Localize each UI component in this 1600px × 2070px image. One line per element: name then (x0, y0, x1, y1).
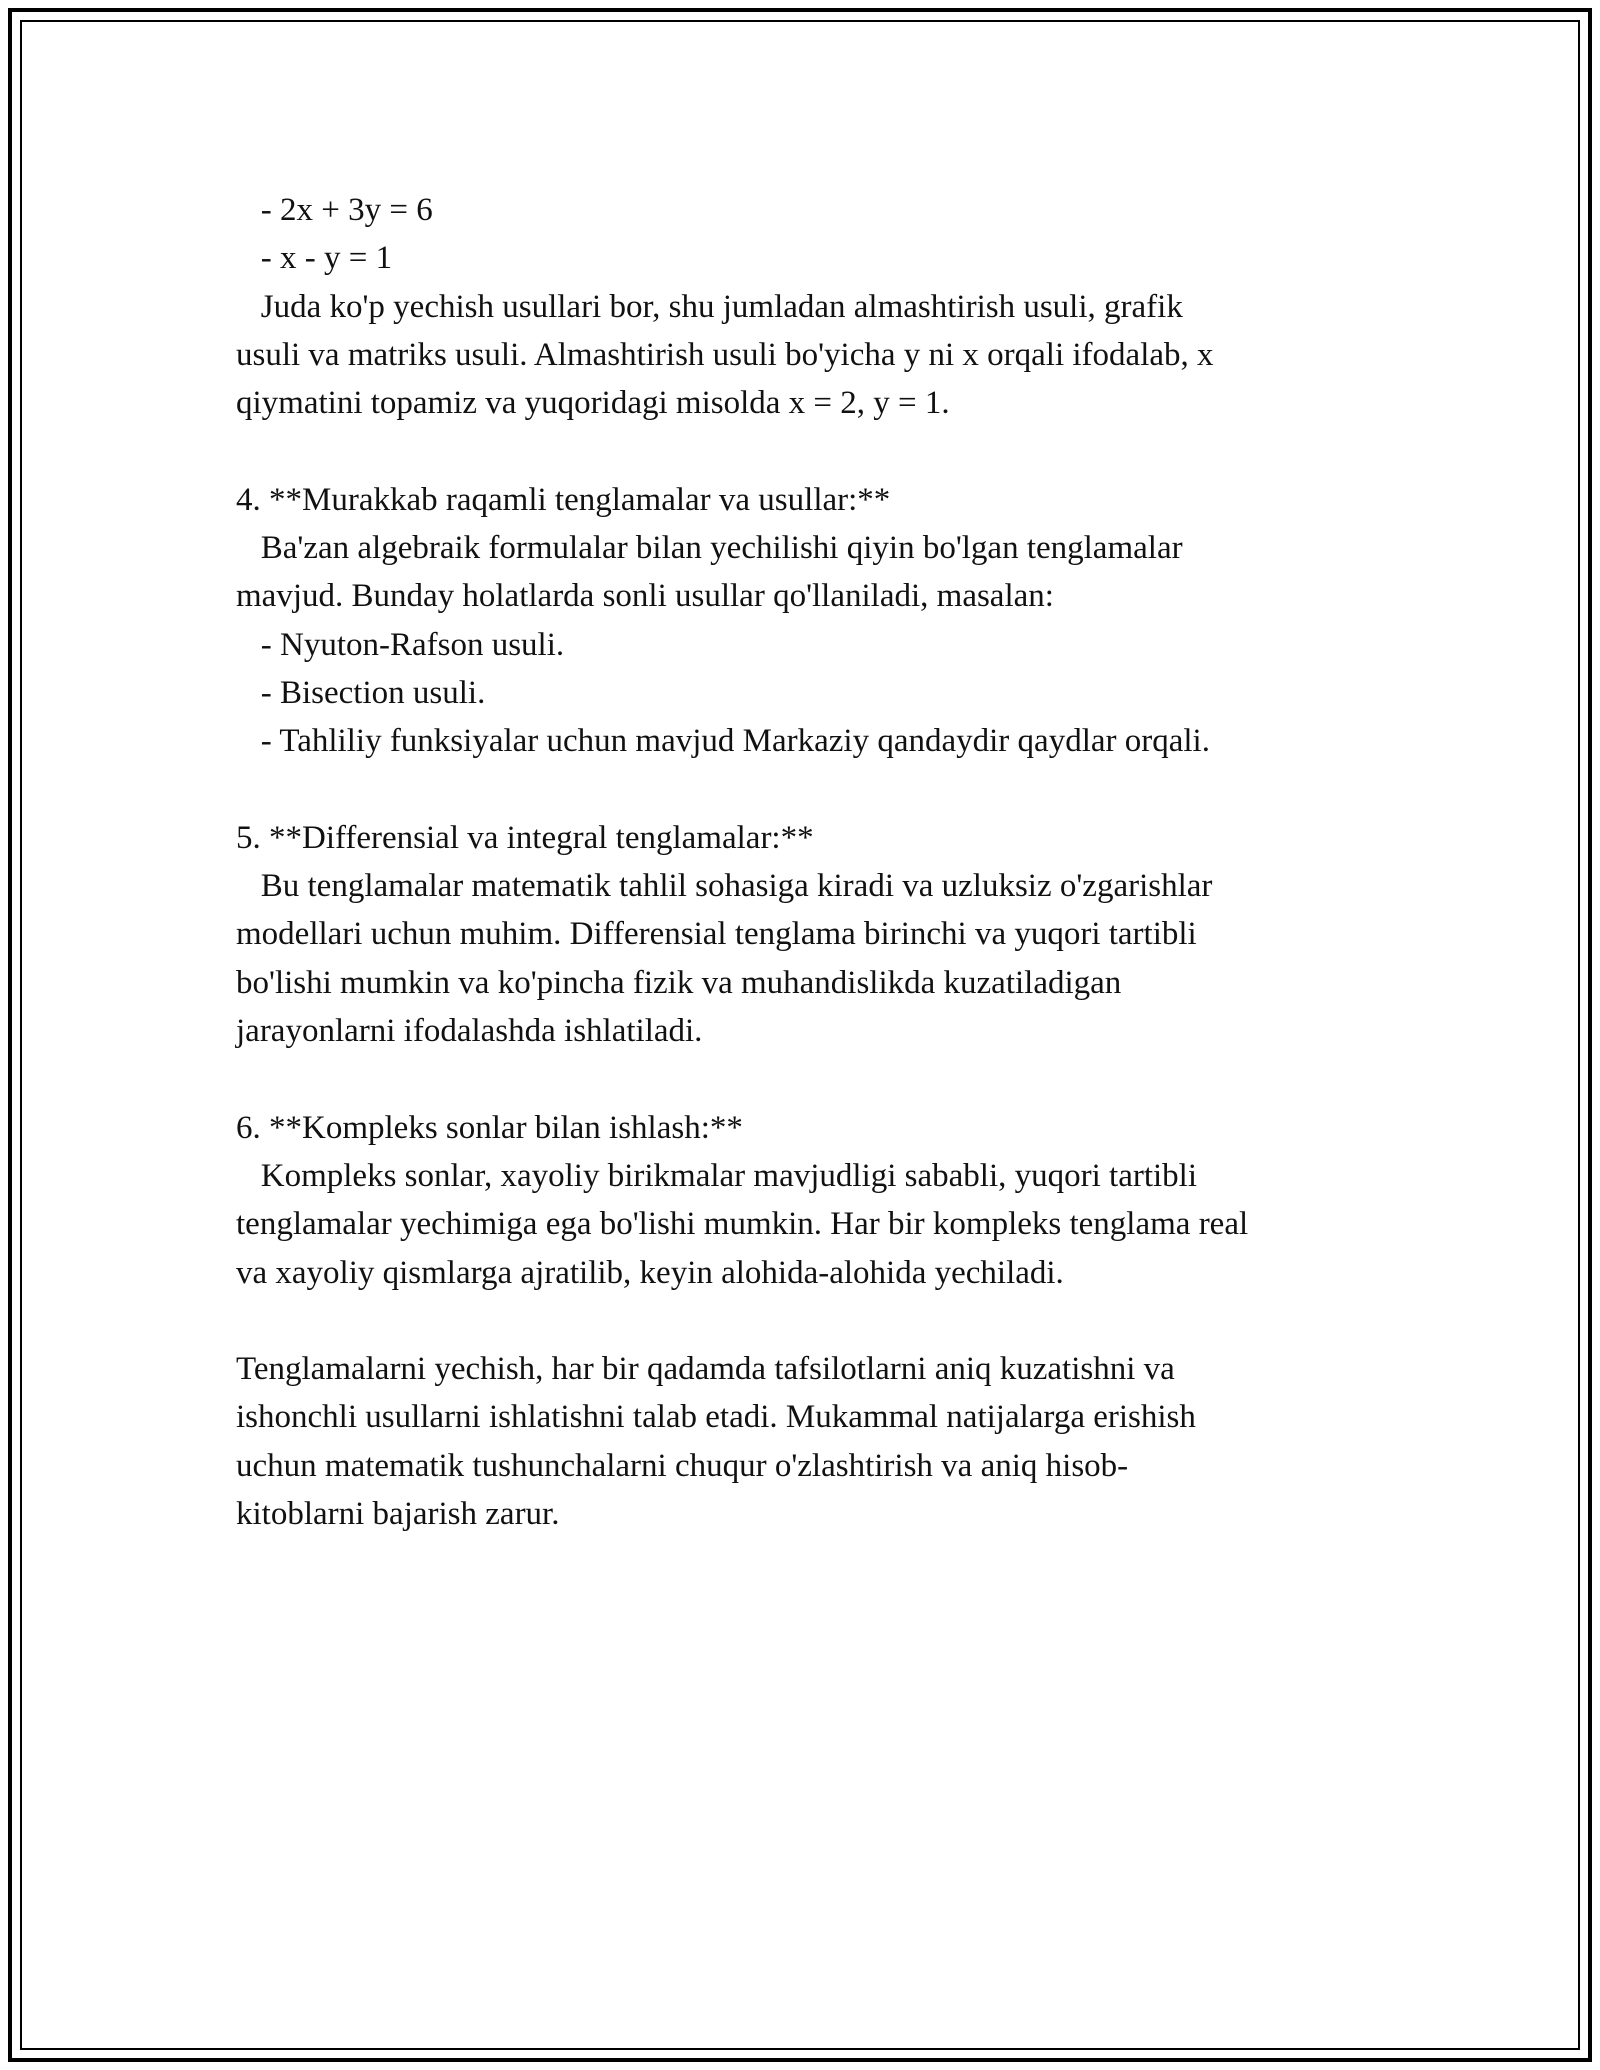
document-body (236, 186, 1376, 1538)
equation-line: - 2x + 3y = 6 (236, 192, 433, 228)
section-5 (236, 814, 1376, 1055)
paragraph-line: Juda ko'p yechish usullari bor, shu jumladan almashtirish usuli, grafik (236, 288, 1183, 325)
paragraph-line: Ba'zan algebraik formulalar bilan yechilishi qiyin bo'lgan tenglamalar (236, 530, 1183, 567)
list-item: - Tahliliy funksiyalar uchun mavjud Markaziy qandaydir qaydlar orqali. (236, 723, 1210, 760)
paragraph-line: qiymatini topamiz va yuqoridagi misolda x = 2, y = 1. (236, 385, 950, 422)
section-heading: 5. **Differensial va integral tenglamalar:** (236, 819, 814, 856)
paragraph-line: va xayoliy qismlarga ajratilib, keyin alohida-alohida yechiladi. (236, 1254, 1064, 1291)
paragraph-spacer (236, 1055, 1376, 1103)
paragraph-spacer (236, 766, 1376, 814)
paragraph-line: mavjud. Bunday holatlarda sonli usullar qo'llaniladi, masalan: (236, 578, 1054, 615)
list-item: - Nyuton-Rafson usuli. (236, 626, 565, 663)
list-item: - Bisection usuli. (236, 674, 486, 711)
section-4 (236, 476, 1376, 766)
paragraph-line: modellari uchun muhim. Differensial tenglama birinchi va yuqori tartibli (236, 916, 1197, 953)
conclusion-paragraph (236, 1345, 1376, 1538)
paragraph-line: uchun matematik tushunchalarni chuqur o'zlashtirish va aniq hisob- (236, 1447, 1129, 1484)
paragraph-line: jarayonlarni ifodalashda ishlatiladi. (236, 1013, 703, 1050)
section-heading: 6. **Kompleks sonlar bilan ishlash:** (236, 1109, 743, 1146)
paragraph-line: Bu tenglamalar matematik tahlil sohasiga kiradi va uzluksiz o'zgarishlar (236, 868, 1213, 905)
paragraph-line: Kompleks sonlar, xayoliy birikmalar mavjudligi sababli, yuqori tartibli (236, 1157, 1198, 1194)
paragraph-line: tenglamalar yechimiga ega bo'lishi mumkin. Har bir kompleks tenglama real (236, 1206, 1249, 1243)
paragraph-line: kitoblarni bajarish zarur. (236, 1496, 560, 1533)
section-heading: 4. **Murakkab raqamli tenglamalar va usullar:** (236, 481, 891, 518)
paragraph-line: usuli va matriks usuli. Almashtirish usuli bo'yicha y ni x orqali ifodalab, x (236, 336, 1214, 373)
section-6 (236, 1104, 1376, 1297)
intro-paragraph (236, 283, 1376, 428)
equation-line: - x - y = 1 (236, 240, 393, 277)
paragraph-line: bo'lishi mumkin va ko'pincha fizik va muhandislikda kuzatiladigan (236, 964, 1122, 1001)
paragraph-spacer (236, 427, 1376, 475)
paragraph-spacer (236, 1297, 1376, 1345)
paragraph-line: ishonchli usullarni ishlatishni talab etadi. Mukammal natijalarga erishish (236, 1399, 1196, 1436)
paragraph-line: Tenglamalarni yechish, har bir qadamda tafsilotlarni aniq kuzatishni va (236, 1351, 1175, 1388)
